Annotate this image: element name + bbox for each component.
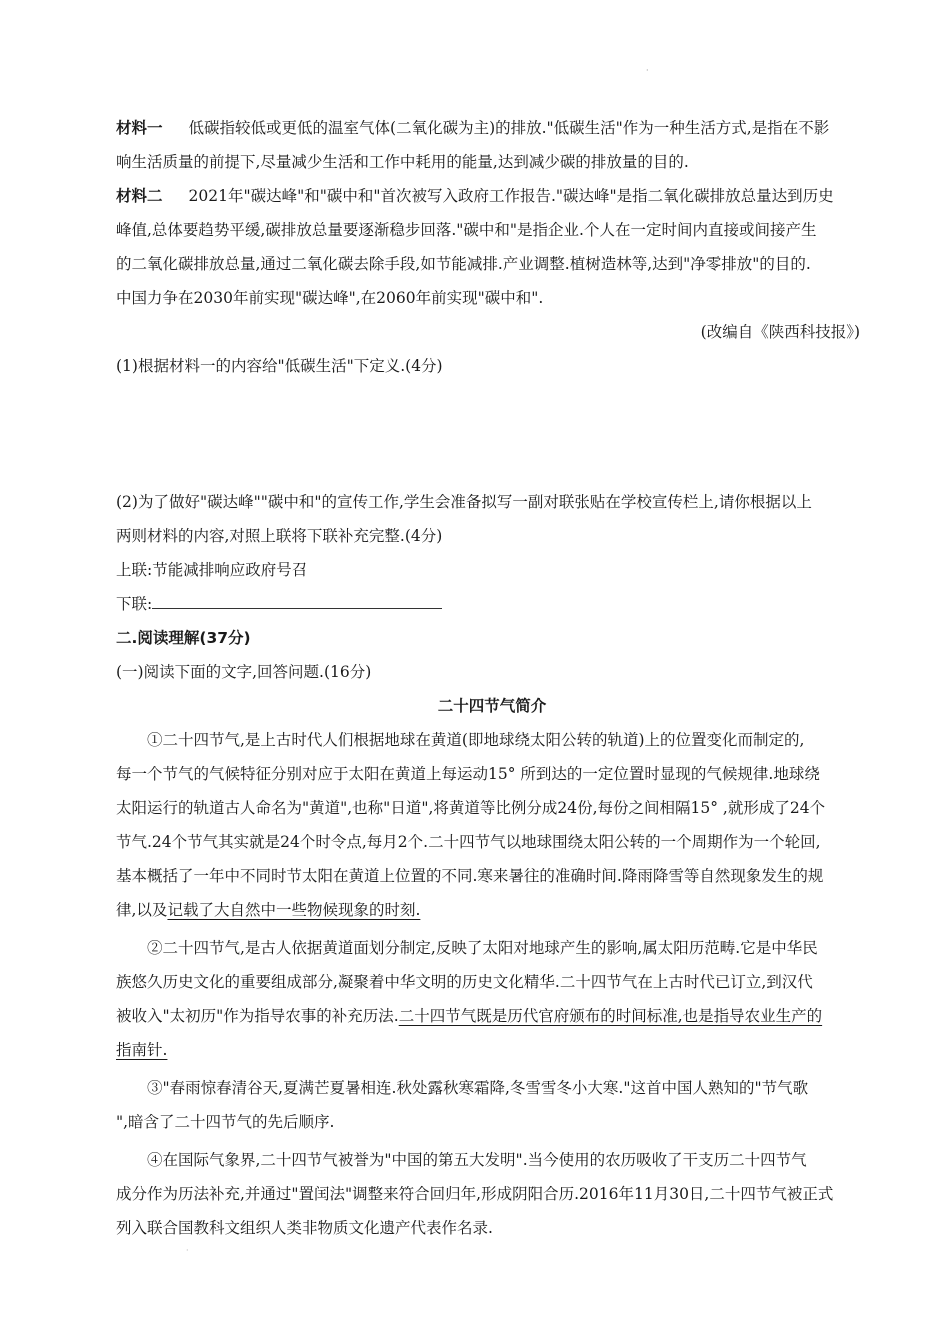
para1-line2: 每一个节气的气候特征分别对应于太阳在黄道上每运动15° 所到达的一定位置时显现的气候规律.地球绕 (116, 765, 820, 783)
material2-text1: 2021年"碳达峰"和"碳中和"首次被写入政府工作报告."碳达峰"是指二氧化碳排放总量达到历史 (188, 187, 834, 205)
page-mark-dot-bottom: · (186, 1246, 189, 1255)
para2-underlined-end: 指南针. (116, 1041, 168, 1059)
material1-label: 材料一 (116, 119, 163, 137)
page-mark-dot: · (646, 66, 649, 75)
couplet-lower-blank[interactable] (152, 590, 442, 609)
article-title: 二十四节气简介 (437, 697, 547, 715)
para2-line2: 族悠久历史文化的重要组成部分,凝聚着中华文明的历史文化精华.二十四节气在上古时代已订立,到汉代 (116, 973, 813, 991)
material2-line4: 中国力争在2030年前实现"碳达峰",在2060年前实现"碳中和". (116, 289, 544, 307)
question-2-line1: (2)为了做好"碳达峰""碳中和"的宣传工作,学生会准备拟写一副对联张贴在学校宣传栏上,请你根据以上 (116, 493, 812, 511)
answer-space-1[interactable] (116, 383, 868, 485)
question-2-line2: 两则材料的内容,对照上联将下联补充完整.(4分) (116, 527, 443, 545)
material1-line1 (116, 111, 868, 145)
para3-line1: ③"春雨惊春清谷天,夏满芒夏暑相连.秋处露秋寒霜降,冬雪雪冬小大寒."这首中国人熟知的"节气歌 (147, 1079, 809, 1097)
para1-line3: 太阳运行的轨道古人命名为"黄道",也称"日道",将黄道等比例分成24份,每份之间相隔15° ,就形成了24个 (116, 799, 826, 817)
para1-line5: 基本概括了一年中不同时节太阳在黄道上位置的不同.寒来暑往的准确时间.降雨降雪等自然现象发生的规 (116, 867, 824, 885)
para4-line2: 成分作为历法补充,并通过"置闰法"调整来符合回归年,形成阴阳合历.2016年11月30日,二十四节气被正式 (116, 1185, 834, 1203)
para1-line6 (116, 893, 868, 927)
couplet-lower (116, 587, 868, 621)
para2-underlined-sentence: 二十四节气既是历代官府颁布的时间标准,也是指导农业生产的 (398, 1007, 823, 1025)
couplet-lower-label: 下联: (116, 595, 153, 613)
para1-line4: 节气.24个节气其实就是24个时令点,每月2个.二十四节气以地球围绕太阳公转的一个周期作为一个轮回, (116, 833, 821, 851)
para1-underlined-sentence: 记载了大自然中一些物候现象的时刻. (167, 901, 421, 919)
material2-line2: 峰值,总体要趋势平缓,碳排放总量要逐渐稳步回落."碳中和"是指企业.个人在一定时间内直接或间接产生 (116, 221, 817, 239)
section-2-heading: 二.阅读理解(37分) (116, 629, 251, 647)
section-2-subheading: (一)阅读下面的文字,回答问题.(16分) (116, 663, 372, 681)
document-body (116, 111, 868, 1245)
para4-line3: 列入联合国教科文组织人类非物质文化遗产代表作名录. (116, 1219, 493, 1237)
couplet-upper: 上联:节能减排响应政府号召 (116, 561, 308, 579)
para1-line1: ①二十四节气,是上古时代人们根据地球在黄道(即地球绕太阳公转的轨道)上的位置变化而制定的, (147, 731, 805, 749)
material1-line2: 响生活质量的前提下,尽量减少生活和工作中耗用的能量,达到减少碳的排放量的目的. (116, 153, 689, 171)
para2-line4 (116, 1033, 868, 1067)
para2-line3-text: 被收入"太初历"作为指导农事的补充历法. (116, 1007, 399, 1025)
source-citation: (改编自《陕西科技报》) (700, 323, 860, 341)
material2-line3: 的二氧化碳排放总量,通过二氧化碳去除手段,如节能减排.产业调整.植树造林等,达到"净零排放"的目的. (116, 255, 811, 273)
para4-line1: ④在国际气象界,二十四节气被誉为"中国的第五大发明".当今使用的农历吸收了干支历二十四节气 (147, 1151, 807, 1169)
question-1: (1)根据材料一的内容给"低碳生活"下定义.(4分) (116, 357, 443, 375)
para1-line6-text: 律,以及 (116, 901, 168, 919)
para3-line2: ",暗含了二十四节气的先后顺序. (116, 1113, 335, 1131)
para2-line3 (116, 999, 868, 1033)
para2-line1: ②二十四节气,是古人依据黄道面划分制定,反映了太阳对地球产生的影响,属太阳历范畴.它是中华民 (147, 939, 818, 957)
material2-label: 材料二 (116, 187, 163, 205)
material1-text1: 低碳指较低或更低的温室气体(二氧化碳为主)的排放."低碳生活"作为一种生活方式,是指在不影 (188, 119, 830, 137)
material2-line1 (116, 179, 868, 213)
